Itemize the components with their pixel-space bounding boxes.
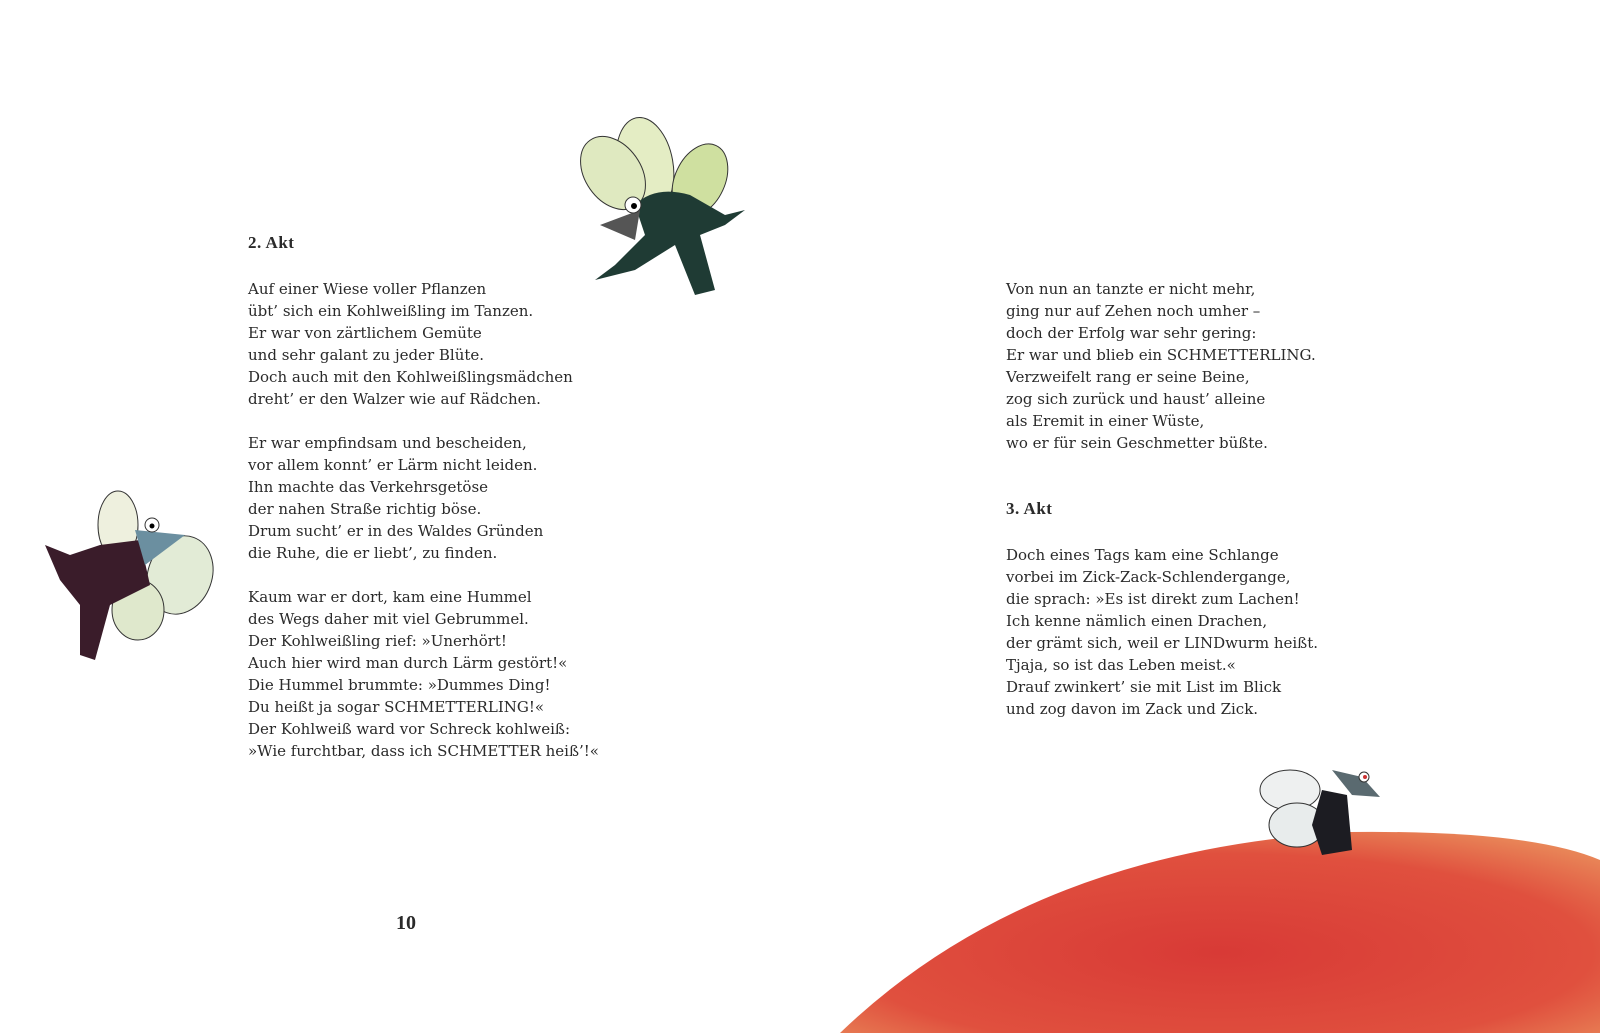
verse-line: Er war und blieb ein SCHMETTERLING. [1006,346,1316,364]
verse-line: Der Kohlweiß ward vor Schreck kohlweiß: [248,720,571,738]
butterfly-illustration-left [40,485,220,670]
verse-line: wo er für sein Geschmetter büßte. [1006,434,1268,452]
verse-line: zog sich zurück und haust’ alleine [1006,390,1266,408]
verse-line: des Wegs daher mit viel Gebrummel. [248,610,529,628]
butterfly-illustration-sitting [1252,755,1387,860]
verse-line: »Wie furchtbar, dass ich SCHMETTER heiß’!« [248,742,599,760]
verse-line: und zog davon im Zack und Zick. [1006,700,1259,718]
verse-line: vor allem konnt’ er Lärm nicht leiden. [248,456,538,474]
verse-line: Tjaja, so ist das Leben meist.« [1006,656,1236,674]
verse-line: Drauf zwinkert’ sie mit List im Blick [1006,678,1282,696]
verse-line: Auf einer Wiese voller Pflanzen [248,280,487,298]
verse-line: dreht’ er den Walzer wie auf Rädchen. [248,390,541,408]
stanza-2 [248,432,599,564]
stanza-4 [1006,278,1318,454]
stanza-1 [248,278,599,410]
left-page-text [248,232,599,784]
verse-line: die Ruhe, die er liebt’, zu finden. [248,544,498,562]
verse-line: Ihn machte das Verkehrsgetöse [248,478,489,496]
verse-line: Doch eines Tags kam eine Schlange [1006,546,1279,564]
verse-line: Der Kohlweißling rief: »Unerhört! [248,632,507,650]
verse-line: Er war empfindsam und bescheiden, [248,434,527,452]
verse-line: Er war von zärtlichem Gemüte [248,324,482,342]
verse-line: Kaum war er dort, kam eine Hummel [248,588,532,606]
verse-line: Doch auch mit den Kohlweißlingsmädchen [248,368,573,386]
verse-line: vorbei im Zick-Zack-Schlendergange, [1006,568,1291,586]
red-planet-illustration [830,820,1600,1033]
verse-line: Die Hummel brummte: »Dummes Ding! [248,676,551,694]
stanza-5 [1006,544,1318,720]
verse-line: die sprach: »Es ist direkt zum Lachen! [1006,590,1300,608]
butterfly-illustration-top [575,95,765,310]
verse-line: Du heißt ja sogar SCHMETTERLING!« [248,698,545,716]
verse-line: als Eremit in einer Wüste, [1006,412,1205,430]
stanza-3 [248,586,599,762]
verse-line: übt’ sich ein Kohlweißling im Tanzen. [248,302,534,320]
verse-line: doch der Erfolg war sehr gering: [1006,324,1257,342]
verse-line: Auch hier wird man durch Lärm gestört!« [248,654,568,672]
right-page-text [1006,278,1318,742]
verse-line: der grämt sich, weil er LINDwurm heißt. [1006,634,1318,652]
verse-line: ging nur auf Zehen noch umher – [1006,302,1261,320]
verse-line: der nahen Straße richtig böse. [248,500,482,518]
verse-line: und sehr galant zu jeder Blüte. [248,346,485,364]
act-2-heading: 2. Akt [248,233,295,252]
verse-line: Drum sucht’ er in des Waldes Gründen [248,522,544,540]
verse-line: Ich kenne nämlich einen Drachen, [1006,612,1268,630]
verse-line: Verzweifelt rang er seine Beine, [1006,368,1250,386]
act-3-heading: 3. Akt [1006,499,1053,518]
verse-line: Von nun an tanzte er nicht mehr, [1006,280,1256,298]
page-number: 10 [396,912,416,934]
